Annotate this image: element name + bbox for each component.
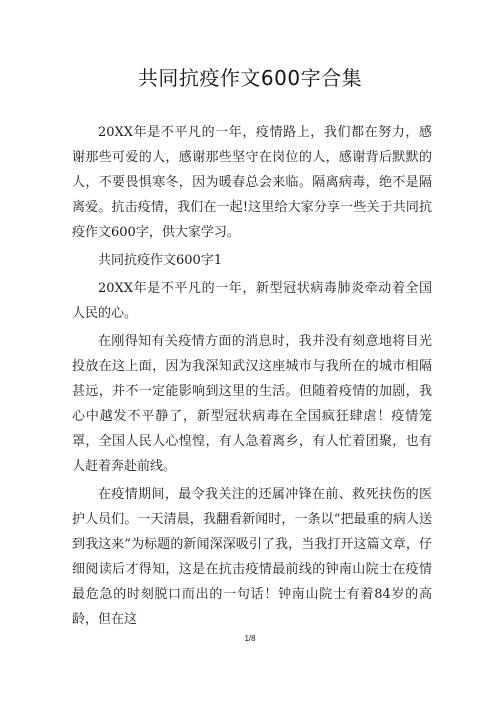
intro-paragraph: 20XX年是不平凡的一年，疫情路上，我们都在努力，感谢那些可爱的人，感谢那些坚守在岗位的人，感谢背后默默的人，不要畏惧寒冬，因为暖春总会来临。隔离病毒，绝不是隔离爱。抗击疫情，我们在一起!这里给大家分享一些关于共同抗疫作文600字，供大家学习。 [72,125,432,240]
body-paragraph: 在疫情期间，最令我关注的还属冲锋在前、救死扶伤的医护人员们。一天清晨，我翻看新闻时，一条以“把最重的病人送到我这来”为标题的新闻深深吸引了我，当我打开这篇文章，仔细阅读后才得知，这是在抗击疫情最前线的钟南山院士在疫情最危急的时刻脱口而出的一句话！钟南山院士有着84岁的高龄，但在这 [72,487,432,627]
body-paragraph: 20XX年是不平凡的一年，新型冠状病毒肺炎牵动着全国人民的心。 [72,281,432,321]
document-body [72,120,432,635]
page-number: 1/8 [244,634,256,643]
body-paragraph: 在刚得知有关疫情方面的消息时，我并没有刻意地将目光投放在这上面，因为我深知武汉这座城市与我所在的城市相隔甚远，并不一定能影响到这里的生活。但随着疫情的加剧，我心中越发不平静了，新型冠状病毒在全国疯狂肆虐！疫情笼罩，全国人民人心惶惶，有人急着离乡，有人忙着团聚，也有人赶着奔赴前线。 [72,334,432,474]
page-title: 共同抗疫作文600字合集 [137,66,363,90]
section-heading: 共同抗疫作文600字1 [98,253,223,268]
